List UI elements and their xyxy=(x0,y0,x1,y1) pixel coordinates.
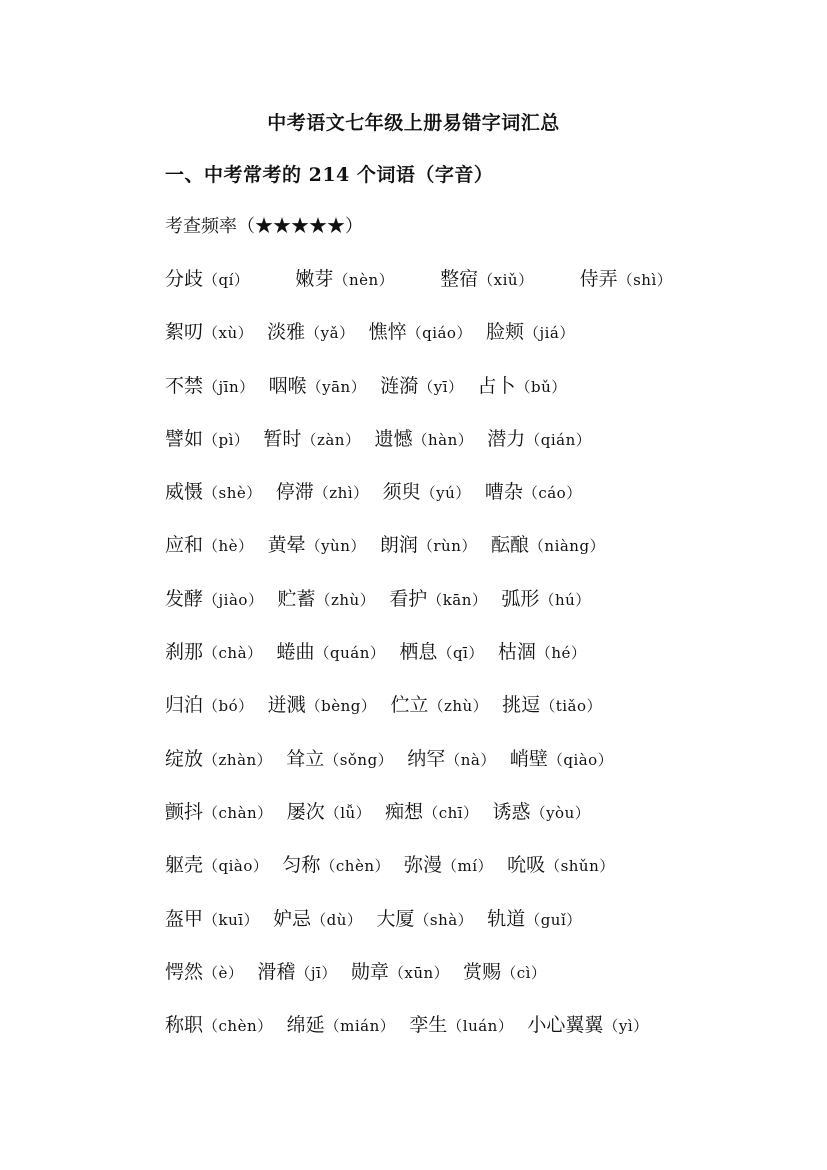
entry-word: 勋章 xyxy=(350,960,389,983)
vocabulary-entry xyxy=(165,798,273,827)
vocabulary-entry xyxy=(268,531,366,560)
vocabulary-entry xyxy=(527,1011,648,1040)
entry-word: 纳罕 xyxy=(407,747,446,770)
entry-word: 嫩芽 xyxy=(295,268,334,290)
entry-pinyin: （hú） xyxy=(539,590,591,609)
entry-pinyin: （zhì） xyxy=(313,484,369,503)
entry-pinyin: （jiào） xyxy=(203,590,264,609)
vocabulary-row xyxy=(165,851,785,904)
entry-word: 归泊 xyxy=(165,694,204,717)
vocabulary-row xyxy=(165,265,785,318)
entry-pinyin: （yī） xyxy=(418,377,464,396)
entry-pinyin: （è） xyxy=(203,963,244,982)
vocabulary-entry xyxy=(263,425,360,454)
vocabulary-row xyxy=(165,958,785,1011)
vocabulary-entry xyxy=(165,851,268,880)
entry-pinyin: （rùn） xyxy=(417,537,477,556)
entry-pinyin: （cáo） xyxy=(522,484,582,503)
vocabulary-entry xyxy=(165,478,262,507)
vocabulary-entry xyxy=(287,798,371,827)
entry-word: 遗憾 xyxy=(374,427,413,450)
entry-pinyin: （chī） xyxy=(423,803,479,822)
entry-word: 匀称 xyxy=(282,854,321,877)
entry-word: 絮叨 xyxy=(165,321,204,344)
vocabulary-entry xyxy=(507,851,615,880)
entry-word: 称职 xyxy=(165,1014,204,1037)
entry-pinyin: （luán） xyxy=(447,1017,514,1036)
entry-word: 酝酿 xyxy=(490,534,529,557)
vocabulary-entry xyxy=(374,425,473,454)
entry-pinyin: （kān） xyxy=(427,590,488,609)
entry-word: 黄晕 xyxy=(267,534,306,557)
vocabulary-entry xyxy=(380,372,463,401)
vocabulary-row xyxy=(165,585,785,638)
vocabulary-entry xyxy=(463,958,546,987)
entry-pinyin: （pì） xyxy=(203,430,250,449)
entry-word: 伫立 xyxy=(390,694,429,717)
vocabulary-entry xyxy=(165,958,243,987)
vocabulary-entry xyxy=(165,425,249,454)
entry-word: 譬如 xyxy=(165,427,204,450)
vocabulary-entry xyxy=(165,905,259,934)
vocabulary-entry xyxy=(165,745,272,774)
entry-pinyin: （lǚ） xyxy=(324,803,372,822)
entry-pinyin: （yòu） xyxy=(530,803,591,822)
entry-pinyin: （mián） xyxy=(324,1017,396,1036)
entry-pinyin: （nà） xyxy=(445,750,496,769)
vocabulary-entry xyxy=(389,585,487,614)
entry-pinyin: （qiào） xyxy=(547,750,614,769)
entry-word: 暂时 xyxy=(263,427,302,450)
entry-pinyin: （chàn） xyxy=(203,803,273,822)
entry-word: 脸颊 xyxy=(485,321,524,344)
vocabulary-row xyxy=(165,798,785,851)
vocabulary-entry xyxy=(165,1011,273,1040)
entry-pinyin: （shà） xyxy=(414,910,474,929)
entry-pinyin: （yān） xyxy=(306,377,367,396)
entry-pinyin: （tiǎo） xyxy=(540,697,602,716)
vocabulary-entry xyxy=(165,372,255,401)
vocabulary-entry xyxy=(369,318,472,347)
entry-pinyin: （jīn） xyxy=(203,377,255,396)
vocabulary-entry xyxy=(267,318,354,347)
entry-pinyin: （qián） xyxy=(525,430,592,449)
entry-word: 迸溅 xyxy=(267,694,306,717)
frequency-label: 考查频率（★★★★★） xyxy=(165,216,363,237)
entry-word: 枯涸 xyxy=(497,641,536,664)
entry-word: 屡次 xyxy=(286,800,325,823)
vocabulary-list xyxy=(165,265,785,1064)
entry-word: 孪生 xyxy=(409,1014,448,1037)
entry-word: 侍弄 xyxy=(579,268,618,290)
vocabulary-entry xyxy=(273,905,362,934)
vocabulary-row xyxy=(165,478,785,531)
entry-word: 愕然 xyxy=(165,960,204,983)
entry-pinyin: （qiáo） xyxy=(406,324,472,343)
vocabulary-entry xyxy=(486,318,575,347)
entry-word: 不禁 xyxy=(165,374,204,397)
section-heading: 一、中考常考的 214 个词语（字音） xyxy=(165,164,494,186)
entry-word: 停滞 xyxy=(275,481,314,504)
entry-pinyin: （bèng） xyxy=(305,697,377,716)
entry-pinyin: （chà） xyxy=(203,644,263,663)
vocabulary-entry xyxy=(407,745,496,774)
vocabulary-entry xyxy=(498,638,587,667)
vocabulary-entry xyxy=(282,851,390,880)
vocabulary-entry xyxy=(478,372,567,401)
entry-pinyin: （chèn） xyxy=(320,857,391,876)
entry-word: 大厦 xyxy=(376,907,415,930)
vocabulary-entry xyxy=(165,531,254,560)
entry-word: 诱惑 xyxy=(492,800,531,823)
entry-word: 发酵 xyxy=(165,587,204,610)
entry-pinyin: （yǎ） xyxy=(305,324,355,343)
vocabulary-entry xyxy=(351,958,449,987)
vocabulary-entry xyxy=(165,691,254,720)
entry-pinyin: （xiǔ） xyxy=(478,271,534,289)
vocabulary-row xyxy=(165,531,785,584)
entry-word: 盔甲 xyxy=(165,907,204,930)
vocabulary-entry xyxy=(493,798,591,827)
entry-word: 整宿 xyxy=(440,268,479,290)
vocabulary-entry xyxy=(269,372,367,401)
entry-word: 刹那 xyxy=(165,641,204,664)
vocabulary-entry xyxy=(380,531,477,560)
vocabulary-entry xyxy=(287,1011,396,1040)
entry-word: 朗润 xyxy=(379,534,418,557)
entry-pinyin: （dù） xyxy=(311,910,363,929)
entry-word: 嘈杂 xyxy=(484,481,523,504)
entry-pinyin: （jiá） xyxy=(523,324,575,343)
entry-word: 潜力 xyxy=(487,427,526,450)
vocabulary-entry xyxy=(385,798,478,827)
vocabulary-entry xyxy=(404,851,493,880)
entry-pinyin: （niàng） xyxy=(528,537,606,556)
vocabulary-entry xyxy=(487,425,591,454)
entry-word: 轨道 xyxy=(487,907,526,930)
entry-pinyin: （hè） xyxy=(203,537,254,556)
entry-pinyin: （xù） xyxy=(203,324,254,343)
entry-pinyin: （zhù） xyxy=(315,590,376,609)
entry-word: 应和 xyxy=(165,534,204,557)
entry-pinyin: （xūn） xyxy=(388,963,450,982)
entry-pinyin: （shǔn） xyxy=(545,857,615,876)
vocabulary-entry xyxy=(487,905,582,934)
entry-pinyin: （hé） xyxy=(535,644,587,663)
entry-word: 弧形 xyxy=(501,587,540,610)
entry-word: 看护 xyxy=(389,587,428,610)
vocabulary-entry xyxy=(276,478,369,507)
entry-word: 憔悴 xyxy=(368,321,407,344)
entry-word: 须臾 xyxy=(382,481,421,504)
entry-pinyin: （jī） xyxy=(295,963,337,982)
entry-word: 占卜 xyxy=(477,374,516,397)
vocabulary-row xyxy=(165,318,785,371)
vocabulary-entry xyxy=(383,478,471,507)
vocabulary-entry xyxy=(390,691,488,720)
vocabulary-entry xyxy=(502,691,602,720)
entry-word: 躯壳 xyxy=(165,854,204,877)
vocabulary-entry xyxy=(257,958,336,987)
entry-word: 挑逗 xyxy=(502,694,541,717)
entry-word: 弥漫 xyxy=(404,854,443,877)
entry-word: 妒忌 xyxy=(273,907,312,930)
entry-pinyin: （hàn） xyxy=(412,430,474,449)
entry-pinyin: （shè） xyxy=(203,484,262,503)
vocabulary-row xyxy=(165,425,785,478)
vocabulary-row xyxy=(165,691,785,744)
vocabulary-entry xyxy=(376,905,473,934)
document-title: 中考语文七年级上册易错字词汇总 xyxy=(267,112,560,134)
vocabulary-entry xyxy=(295,265,394,294)
vocabulary-entry xyxy=(268,691,377,720)
entry-word: 颤抖 xyxy=(165,800,204,823)
entry-word: 峭壁 xyxy=(509,747,548,770)
entry-word: 赏赐 xyxy=(463,960,502,983)
entry-pinyin: （cì） xyxy=(501,963,547,982)
entry-pinyin: （yú） xyxy=(420,484,471,503)
vocabulary-entry xyxy=(485,478,582,507)
entry-pinyin: （mí） xyxy=(442,857,494,876)
entry-pinyin: （bó） xyxy=(203,697,254,716)
entry-pinyin: （zhù） xyxy=(428,697,489,716)
entry-pinyin: （yì） xyxy=(603,1017,649,1036)
vocabulary-entry xyxy=(165,585,263,614)
entry-pinyin: （guǐ） xyxy=(525,910,582,929)
vocabulary-entry xyxy=(277,585,375,614)
vocabulary-entry xyxy=(409,1011,513,1040)
entry-word: 分歧 xyxy=(165,268,204,290)
vocabulary-entry xyxy=(580,265,673,294)
entry-word: 吮吸 xyxy=(507,854,546,877)
entry-pinyin: （yùn） xyxy=(305,537,366,556)
entry-pinyin: （bǔ） xyxy=(515,377,567,396)
vocabulary-row xyxy=(165,745,785,798)
vocabulary-row xyxy=(165,372,785,425)
entry-word: 小心翼翼 xyxy=(527,1014,604,1037)
entry-word: 绵延 xyxy=(286,1014,325,1037)
entry-word: 栖息 xyxy=(399,641,438,664)
entry-pinyin: （nèn） xyxy=(333,271,395,289)
entry-pinyin: （zàn） xyxy=(301,430,361,449)
vocabulary-row xyxy=(165,1011,785,1064)
vocabulary-entry xyxy=(165,265,249,294)
entry-word: 绽放 xyxy=(165,747,204,770)
entry-pinyin: （qiào） xyxy=(203,857,269,876)
entry-word: 滑稽 xyxy=(257,960,296,983)
entry-pinyin: （sǒng） xyxy=(324,750,394,769)
entry-pinyin: （qī） xyxy=(437,644,484,663)
entry-word: 耸立 xyxy=(286,747,325,770)
entry-pinyin: （zhàn） xyxy=(203,750,273,769)
entry-word: 蜷曲 xyxy=(276,641,315,664)
vocabulary-row xyxy=(165,905,785,958)
vocabulary-row xyxy=(165,638,785,691)
vocabulary-entry xyxy=(399,638,483,667)
vocabulary-entry xyxy=(165,318,253,347)
entry-word: 涟漪 xyxy=(380,374,419,397)
vocabulary-entry xyxy=(501,585,590,614)
entry-word: 贮蓄 xyxy=(277,587,316,610)
vocabulary-entry xyxy=(510,745,613,774)
entry-word: 痴想 xyxy=(385,800,424,823)
entry-pinyin: （kuī） xyxy=(203,910,260,929)
entry-word: 威慑 xyxy=(165,481,204,504)
entry-pinyin: （chèn） xyxy=(203,1017,273,1036)
vocabulary-entry xyxy=(286,745,393,774)
entry-pinyin: （quán） xyxy=(314,644,386,663)
entry-word: 淡雅 xyxy=(267,321,306,344)
vocabulary-entry xyxy=(277,638,386,667)
entry-pinyin: （shì） xyxy=(617,271,673,289)
entry-word: 咽喉 xyxy=(268,374,307,397)
entry-pinyin: （qí） xyxy=(203,271,250,289)
vocabulary-entry xyxy=(440,265,533,294)
vocabulary-entry xyxy=(491,531,605,560)
vocabulary-entry xyxy=(165,638,263,667)
